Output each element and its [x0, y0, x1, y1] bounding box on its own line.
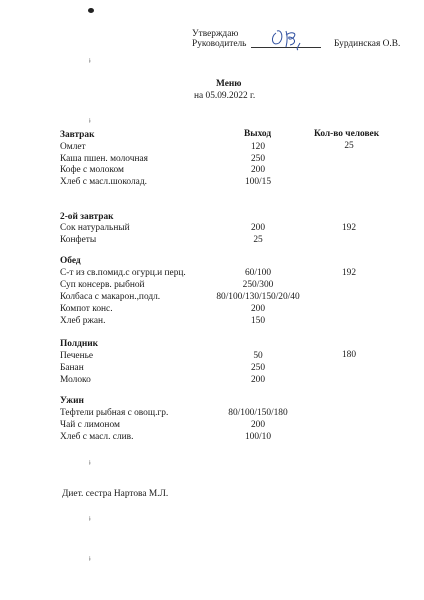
menu-item-name: Сок натуральный	[60, 223, 130, 233]
menu-item-name: Компот конс.	[60, 304, 113, 314]
menu-item-name: Конфеты	[60, 235, 97, 245]
signature	[268, 25, 308, 51]
menu-title: Меню	[216, 79, 242, 89]
ink-dot-mark	[88, 8, 94, 13]
menu-item-name: Молоко	[60, 375, 91, 385]
menu-item-name: Тефтели рыбная с овощ.гр.	[60, 408, 169, 418]
menu-item-name: Омлет	[60, 142, 86, 152]
menu-item-name: Банан	[60, 363, 84, 373]
section-title: Завтрак	[60, 130, 95, 140]
menu-item-name: Каша пшен. молочная	[60, 154, 148, 164]
scan-mark: ǂ	[89, 459, 91, 467]
menu-item-name: Хлеб с масл. слив.	[60, 432, 134, 442]
scan-mark: ǂ	[89, 117, 91, 125]
section-title: Обед	[60, 256, 81, 266]
section-title: 2-ой завтрак	[60, 212, 114, 222]
role-label: Руководитель	[192, 39, 247, 49]
menu-date: на 05.09.2022 г.	[194, 91, 256, 101]
approve-label: Утверждаю	[192, 29, 239, 39]
dietitian-signature-line: Диет. сестра Нартова М.Л.	[62, 489, 169, 499]
menu-item-name: Кофе с молоком	[60, 165, 124, 175]
menu-item-name: Чай с лимоном	[60, 420, 120, 430]
scan-mark: ǂ	[89, 57, 91, 65]
column-header-count: Кол-во человек	[314, 129, 380, 139]
menu-item-name: С-т из св.помид.с огурц.и перц.	[60, 268, 186, 278]
column-header-out: Выход	[244, 129, 272, 139]
scan-mark: ǂ	[89, 555, 91, 563]
section-title: Ужин	[60, 396, 84, 406]
menu-item-name: Суп консерв. рыбной	[60, 280, 145, 290]
menu-item-name: Колбаса с макарон.,подл.	[60, 292, 161, 302]
scan-mark: ǂ	[89, 515, 91, 523]
menu-item-name: Хлеб ржан.	[60, 316, 106, 326]
approver-name: Бурдинская О.В.	[334, 39, 401, 49]
menu-item-name: Печенье	[60, 351, 94, 361]
menu-item-name: Хлеб с масл.шоколад.	[60, 177, 147, 187]
section-title: Полдник	[60, 339, 99, 349]
